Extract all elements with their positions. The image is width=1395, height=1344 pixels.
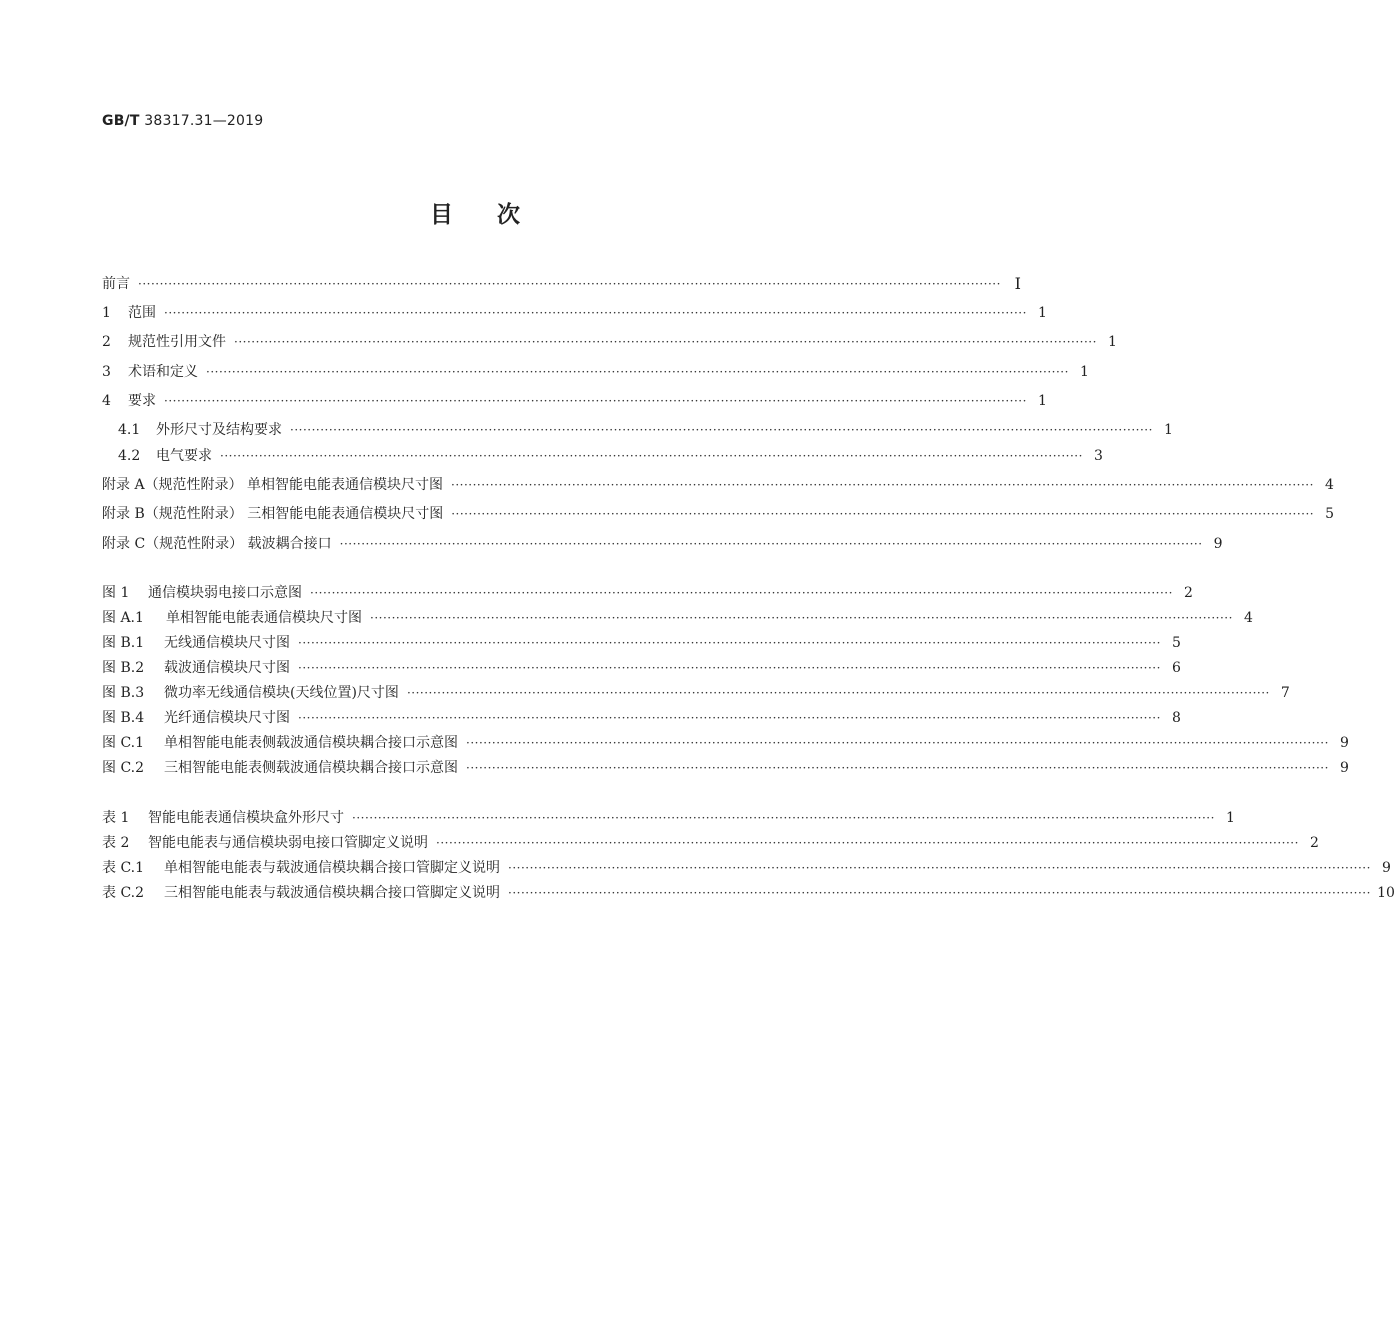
toc-entry-label: （规范性附录） 单相智能电能表通信模块尺寸图: [144, 477, 444, 493]
toc-entry-label: 要求: [128, 393, 156, 409]
figure-entry[interactable]: [102, 733, 1349, 753]
toc-entry[interactable]: [102, 391, 1047, 411]
dot-leader: ········································································································································································································: [220, 449, 1083, 463]
figure-entry-label: 通信模块弱电接口示意图: [148, 585, 302, 601]
dot-leader: ········································································································································································································: [370, 611, 1233, 625]
dot-leader: ········································································································································································································: [466, 736, 1329, 750]
figure-entry-label: 微功率无线通信模块(天线位置)尺寸图: [164, 685, 399, 701]
toc-entry-number: 4.2: [118, 448, 141, 464]
dot-leader: ········································································································································································································: [406, 686, 1270, 700]
dot-leader: ········································································································································································································: [164, 394, 1027, 408]
figure-entry[interactable]: [102, 683, 1290, 703]
table-entry-label: 单相智能电能表与载波通信模块耦合接口管脚定义说明: [164, 860, 500, 876]
table-entry-number: 表 2: [102, 835, 130, 851]
toc-entry-label: 规范性引用文件: [128, 334, 226, 350]
toc-entry-label: 前言: [102, 276, 130, 292]
toc-entry[interactable]: [102, 475, 1334, 495]
table-entry[interactable]: [102, 858, 1391, 878]
dot-leader: ········································································································································································································: [466, 761, 1329, 775]
table-entry-label: 智能电能表通信模块盒外形尺寸: [148, 810, 344, 826]
figure-entry[interactable]: [102, 658, 1181, 678]
dot-leader: ········································································································································································································: [298, 711, 1161, 725]
toc-entry[interactable]: [102, 504, 1335, 524]
table-entry-page: 2: [1309, 835, 1319, 851]
toc-entry-number: 附录 A: [102, 477, 145, 493]
table-entry-label: 智能电能表与通信模块弱电接口管脚定义说明: [148, 835, 428, 851]
toc-entry[interactable]: [102, 420, 1173, 440]
table-entry-label: 三相智能电能表与载波通信模块耦合接口管脚定义说明: [164, 885, 500, 901]
figure-entry-page: 2: [1183, 585, 1193, 601]
toc-entry-page: 3: [1093, 448, 1103, 464]
table-entry-page: 10: [1377, 885, 1395, 901]
dot-leader: ········································································································································································································: [436, 836, 1299, 850]
figure-entry-page: 6: [1171, 660, 1181, 676]
dot-leader: ········································································································································································································: [206, 365, 1069, 379]
figure-entry-label: 三相智能电能表侧载波通信模块耦合接口示意图: [164, 760, 458, 776]
dot-leader: ········································································································································································································: [298, 636, 1161, 650]
toc-entry-page: 1: [1037, 393, 1047, 409]
table-entry-page: 1: [1225, 810, 1235, 826]
dot-leader: ········································································································································································································: [234, 335, 1097, 349]
figure-entry-label: 单相智能电能表侧载波通信模块耦合接口示意图: [164, 735, 458, 751]
figure-entry[interactable]: [102, 708, 1181, 728]
dot-leader: ········································································································································································································: [164, 306, 1027, 320]
toc-entry[interactable]: [102, 303, 1047, 323]
figure-entry[interactable]: [102, 608, 1253, 628]
table-entry-page: 9: [1381, 860, 1391, 876]
figure-entry[interactable]: [102, 583, 1193, 603]
table-entry-number: 表 C.1: [102, 860, 145, 876]
dot-leader: ········································································································································································································: [310, 586, 1173, 600]
toc-entry[interactable]: [102, 332, 1117, 352]
figure-entry-page: 7: [1280, 685, 1290, 701]
toc-entry-page: 9: [1213, 536, 1223, 552]
dot-leader: ········································································································································································································: [508, 886, 1371, 900]
dot-leader: ········································································································································································································: [451, 478, 1314, 492]
toc-entry-number: 1: [102, 305, 111, 321]
toc-entry[interactable]: [102, 446, 1103, 466]
toc-entry-label: 范围: [128, 305, 156, 321]
standard-code: [102, 113, 263, 129]
figure-entry-label: 光纤通信模块尺寸图: [164, 710, 290, 726]
dot-leader: ········································································································································································································: [138, 277, 1001, 291]
toc-entry-number: 4.1: [118, 422, 141, 438]
toc-entry-label: 外形尺寸及结构要求: [156, 422, 282, 438]
figure-entry-number: 图 B.4: [102, 710, 145, 726]
dot-leader: ········································································································································································································: [508, 861, 1371, 875]
toc-entry-page: 1: [1079, 364, 1089, 380]
page-title-char-2: 次: [497, 202, 520, 228]
table-entry-number: 表 C.2: [102, 885, 145, 901]
figure-entry-page: 9: [1339, 735, 1349, 751]
dot-leader: ········································································································································································································: [352, 811, 1215, 825]
toc-entry-number: 2: [102, 334, 111, 350]
toc-entry[interactable]: [102, 362, 1089, 382]
toc-entry-page: 5: [1325, 506, 1335, 522]
table-entry[interactable]: [102, 833, 1319, 853]
toc-entry-number: 附录 B: [102, 506, 145, 522]
toc-entry-page: I: [1014, 274, 1021, 293]
dot-leader: ········································································································································································································: [339, 537, 1203, 551]
figure-entry-page: 4: [1243, 610, 1253, 626]
dot-leader: ········································································································································································································: [451, 507, 1315, 521]
dot-leader: ········································································································································································································: [290, 423, 1153, 437]
figure-entry-label: 载波通信模块尺寸图: [164, 660, 290, 676]
dot-leader: ········································································································································································································: [298, 661, 1161, 675]
figure-entry-page: 8: [1171, 710, 1181, 726]
toc-entry-number: 附录 C: [102, 536, 146, 552]
toc-entry-page: 1: [1107, 334, 1117, 350]
toc-entry-label: （规范性附录） 三相智能电能表通信模块尺寸图: [144, 506, 444, 522]
standard-number: 38317.31—2019: [144, 113, 264, 129]
figure-entry-number: 图 B.3: [102, 685, 145, 701]
toc-entry-page: 4: [1324, 477, 1334, 493]
standard-prefix: GB/T: [102, 113, 140, 129]
figure-entry-number: 图 C.2: [102, 760, 145, 776]
toc-entry[interactable]: [102, 274, 1021, 294]
figure-entry-number: 图 1: [102, 585, 130, 601]
figure-entry-number: 图 A.1: [102, 610, 144, 626]
toc-entry-number: 4: [102, 393, 111, 409]
figure-entry-number: 图 C.1: [102, 735, 145, 751]
figure-entry-number: 图 B.1: [102, 635, 145, 651]
figure-entry-page: 9: [1339, 760, 1349, 776]
table-entry[interactable]: [102, 808, 1235, 828]
toc-entry-label: （规范性附录） 载波耦合接口: [145, 536, 332, 552]
toc-entry-label: 电气要求: [156, 448, 212, 464]
toc-entry-label: 术语和定义: [128, 364, 198, 380]
figure-entry[interactable]: [102, 758, 1349, 778]
figure-entry-label: 无线通信模块尺寸图: [164, 635, 290, 651]
toc-entry[interactable]: [102, 534, 1223, 554]
table-entry-number: 表 1: [102, 810, 130, 826]
table-entry[interactable]: [102, 883, 1395, 903]
figure-entry[interactable]: [102, 633, 1181, 653]
page-title-char-1: 目: [430, 202, 453, 228]
figure-entry-number: 图 B.2: [102, 660, 145, 676]
page-title: [0, 196, 950, 229]
figure-entry-page: 5: [1171, 635, 1181, 651]
toc-entry-number: 3: [102, 364, 111, 380]
toc-entry-page: 1: [1037, 305, 1047, 321]
toc-entry-page: 1: [1163, 422, 1173, 438]
figure-entry-label: 单相智能电能表通信模块尺寸图: [166, 610, 362, 626]
